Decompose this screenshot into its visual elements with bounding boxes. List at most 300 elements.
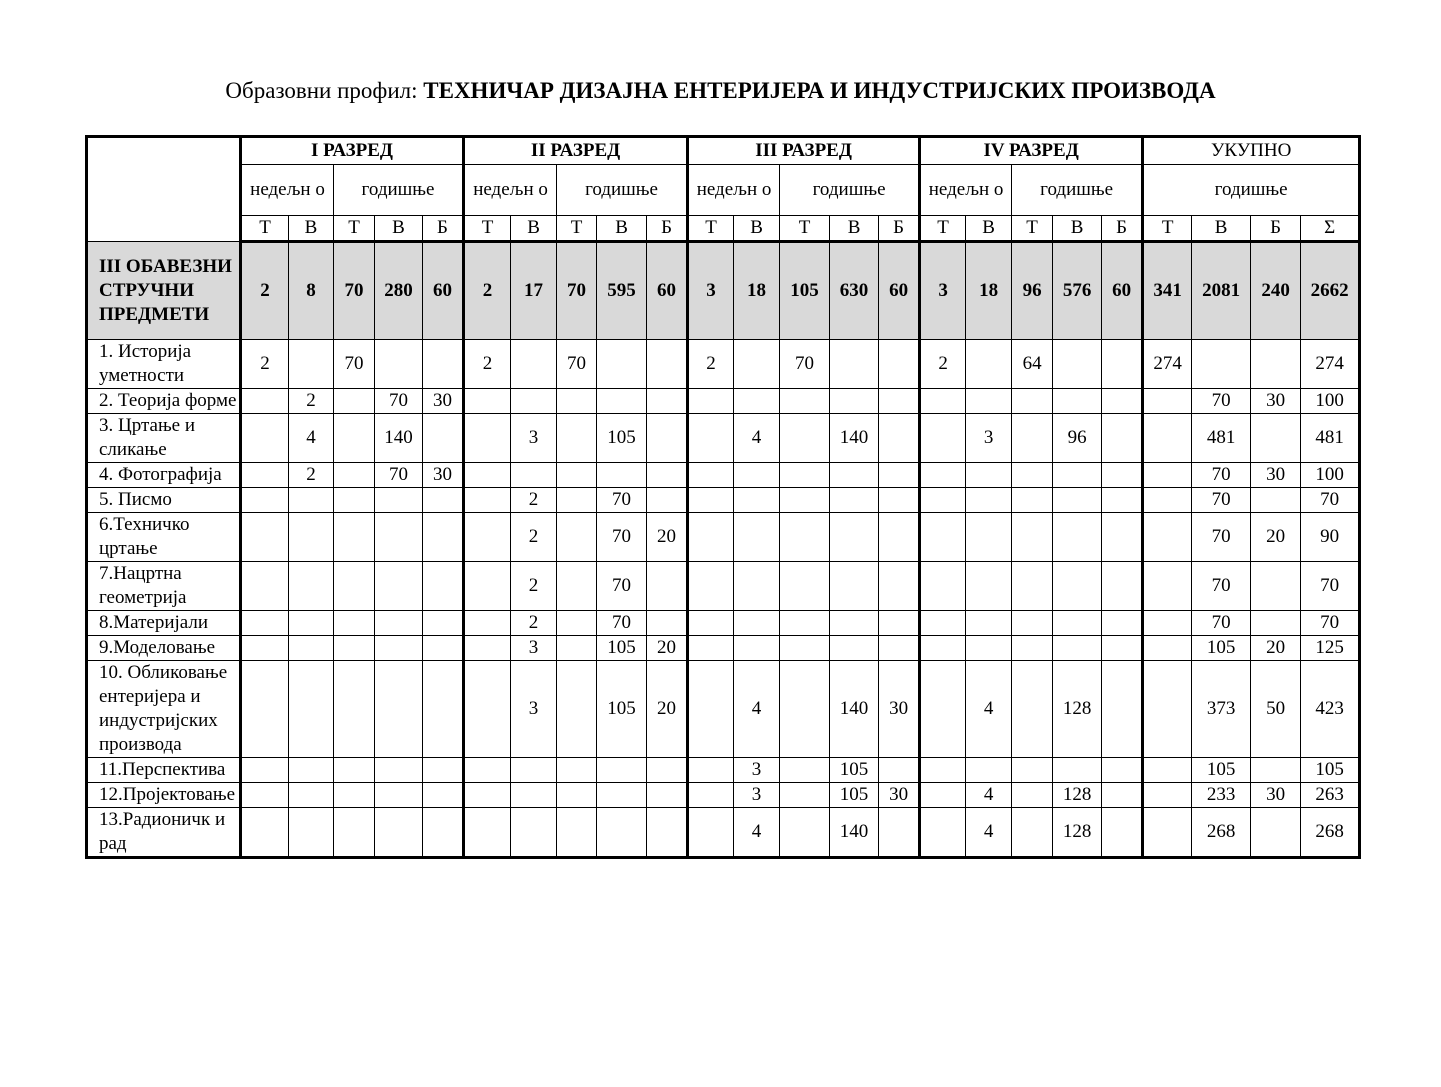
value-cell: 105 bbox=[597, 636, 647, 661]
value-cell bbox=[334, 488, 375, 513]
value-cell bbox=[1012, 636, 1053, 661]
value-cell bbox=[830, 340, 879, 389]
value-cell bbox=[511, 808, 557, 858]
value-cell bbox=[647, 463, 688, 488]
value-cell bbox=[966, 389, 1012, 414]
value-cell bbox=[289, 488, 334, 513]
value-cell bbox=[966, 758, 1012, 783]
subject-row bbox=[87, 488, 1360, 513]
subject-label: 1. Историја уметности bbox=[87, 340, 241, 389]
value-cell bbox=[375, 611, 423, 636]
value-cell bbox=[966, 340, 1012, 389]
subject-label: 6.Техничко цртање bbox=[87, 513, 241, 562]
value-cell bbox=[1012, 783, 1053, 808]
value-cell: 140 bbox=[830, 808, 879, 858]
value-cell bbox=[289, 562, 334, 611]
value-cell bbox=[1012, 611, 1053, 636]
subject-row bbox=[87, 562, 1360, 611]
subject-label: 4. Фотографија bbox=[87, 463, 241, 488]
value-cell bbox=[1102, 488, 1143, 513]
value-cell: 30 bbox=[1251, 783, 1301, 808]
value-cell bbox=[557, 636, 597, 661]
value-cell: 30 bbox=[1251, 389, 1301, 414]
value-cell: 2 bbox=[241, 242, 289, 340]
value-cell bbox=[464, 513, 511, 562]
value-cell: 60 bbox=[647, 242, 688, 340]
value-cell bbox=[241, 414, 289, 463]
value-cell bbox=[966, 463, 1012, 488]
value-cell bbox=[464, 562, 511, 611]
value-cell bbox=[289, 636, 334, 661]
value-cell bbox=[780, 463, 830, 488]
grade-1-header: I РАЗРЕД bbox=[241, 137, 464, 165]
value-cell bbox=[780, 389, 830, 414]
value-cell bbox=[1143, 562, 1192, 611]
value-cell bbox=[1251, 488, 1301, 513]
value-cell bbox=[557, 611, 597, 636]
value-cell: 70 bbox=[1192, 463, 1251, 488]
value-cell bbox=[557, 463, 597, 488]
value-cell: 70 bbox=[1301, 611, 1360, 636]
value-cell bbox=[879, 414, 920, 463]
value-cell: 96 bbox=[1012, 242, 1053, 340]
value-cell bbox=[423, 414, 464, 463]
value-cell bbox=[375, 661, 423, 758]
grade-header-row bbox=[87, 137, 1360, 165]
value-cell bbox=[557, 414, 597, 463]
annual-header: годишње bbox=[557, 165, 688, 216]
value-cell bbox=[511, 340, 557, 389]
value-cell bbox=[734, 513, 780, 562]
value-cell: 8 bbox=[289, 242, 334, 340]
value-cell bbox=[1012, 488, 1053, 513]
weekly-header: недељн о bbox=[241, 165, 334, 216]
subject-row bbox=[87, 463, 1360, 488]
value-cell: 70 bbox=[334, 340, 375, 389]
value-cell: 140 bbox=[830, 414, 879, 463]
value-cell: 60 bbox=[879, 242, 920, 340]
value-cell bbox=[1053, 636, 1102, 661]
value-cell: 2 bbox=[688, 340, 734, 389]
period-header-row bbox=[87, 165, 1360, 216]
value-cell: 70 bbox=[375, 389, 423, 414]
value-cell bbox=[241, 389, 289, 414]
type-header-cell: В bbox=[966, 216, 1012, 242]
value-cell bbox=[597, 808, 647, 858]
value-cell: 3 bbox=[511, 661, 557, 758]
value-cell bbox=[1143, 636, 1192, 661]
value-cell: 30 bbox=[879, 783, 920, 808]
value-cell: 481 bbox=[1192, 414, 1251, 463]
value-cell: 70 bbox=[557, 242, 597, 340]
type-header-cell: Т bbox=[464, 216, 511, 242]
value-cell bbox=[920, 783, 966, 808]
value-cell: 100 bbox=[1301, 389, 1360, 414]
value-cell bbox=[1143, 389, 1192, 414]
value-cell bbox=[241, 488, 289, 513]
value-cell bbox=[464, 389, 511, 414]
type-header-cell: В bbox=[830, 216, 879, 242]
value-cell bbox=[1102, 513, 1143, 562]
value-cell bbox=[375, 808, 423, 858]
value-cell: 105 bbox=[780, 242, 830, 340]
value-cell bbox=[375, 636, 423, 661]
subject-row bbox=[87, 340, 1360, 389]
value-cell bbox=[423, 661, 464, 758]
subject-label: 13.Радионичк и рад bbox=[87, 808, 241, 858]
value-cell bbox=[920, 758, 966, 783]
value-cell bbox=[241, 758, 289, 783]
value-cell bbox=[920, 611, 966, 636]
type-header-row bbox=[87, 216, 1360, 242]
value-cell: 70 bbox=[1192, 488, 1251, 513]
value-cell bbox=[647, 488, 688, 513]
value-cell bbox=[423, 758, 464, 783]
value-cell bbox=[334, 562, 375, 611]
value-cell: 4 bbox=[966, 808, 1012, 858]
value-cell bbox=[1143, 758, 1192, 783]
value-cell bbox=[966, 488, 1012, 513]
value-cell bbox=[241, 808, 289, 858]
value-cell bbox=[375, 562, 423, 611]
value-cell: 70 bbox=[1192, 611, 1251, 636]
subject-label: 12.Пројектовање bbox=[87, 783, 241, 808]
value-cell: 125 bbox=[1301, 636, 1360, 661]
value-cell: 70 bbox=[1301, 562, 1360, 611]
value-cell bbox=[464, 611, 511, 636]
curriculum-table bbox=[85, 135, 1361, 859]
value-cell bbox=[1192, 340, 1251, 389]
value-cell bbox=[647, 783, 688, 808]
subject-row bbox=[87, 513, 1360, 562]
value-cell bbox=[464, 758, 511, 783]
value-cell bbox=[423, 636, 464, 661]
value-cell bbox=[423, 488, 464, 513]
value-cell bbox=[375, 488, 423, 513]
value-cell bbox=[1251, 611, 1301, 636]
value-cell: 96 bbox=[1053, 414, 1102, 463]
type-header-cell: Т bbox=[241, 216, 289, 242]
value-cell bbox=[1012, 808, 1053, 858]
value-cell bbox=[734, 488, 780, 513]
value-cell: 140 bbox=[375, 414, 423, 463]
subject-label: 7.Нацртна геометрија bbox=[87, 562, 241, 611]
value-cell: 70 bbox=[1192, 389, 1251, 414]
value-cell bbox=[688, 488, 734, 513]
value-cell: 17 bbox=[511, 242, 557, 340]
value-cell bbox=[511, 389, 557, 414]
value-cell bbox=[780, 513, 830, 562]
value-cell: 341 bbox=[1143, 242, 1192, 340]
value-cell: 105 bbox=[830, 783, 879, 808]
subject-label: 9.Моделовање bbox=[87, 636, 241, 661]
value-cell: 2 bbox=[511, 488, 557, 513]
value-cell bbox=[688, 758, 734, 783]
value-cell: 30 bbox=[879, 661, 920, 758]
value-cell bbox=[1143, 783, 1192, 808]
subject-label: 11.Перспектива bbox=[87, 758, 241, 783]
value-cell: 2 bbox=[464, 340, 511, 389]
value-cell bbox=[464, 808, 511, 858]
value-cell bbox=[920, 661, 966, 758]
value-cell bbox=[1012, 562, 1053, 611]
value-cell bbox=[597, 783, 647, 808]
value-cell bbox=[1012, 463, 1053, 488]
value-cell: 18 bbox=[966, 242, 1012, 340]
value-cell bbox=[334, 463, 375, 488]
value-cell: 70 bbox=[780, 340, 830, 389]
value-cell bbox=[334, 636, 375, 661]
value-cell: 128 bbox=[1053, 661, 1102, 758]
value-cell bbox=[1251, 414, 1301, 463]
value-cell bbox=[830, 513, 879, 562]
grade-2-header: II РАЗРЕД bbox=[464, 137, 688, 165]
value-cell: 105 bbox=[597, 661, 647, 758]
grade-3-header: III РАЗРЕД bbox=[688, 137, 920, 165]
value-cell bbox=[1053, 611, 1102, 636]
value-cell bbox=[289, 808, 334, 858]
value-cell bbox=[1053, 463, 1102, 488]
value-cell bbox=[241, 562, 289, 611]
value-cell bbox=[423, 611, 464, 636]
value-cell: 2 bbox=[511, 562, 557, 611]
value-cell bbox=[879, 758, 920, 783]
value-cell: 630 bbox=[830, 242, 879, 340]
type-header-cell: В bbox=[1192, 216, 1251, 242]
value-cell bbox=[780, 783, 830, 808]
value-cell: 268 bbox=[1301, 808, 1360, 858]
value-cell bbox=[289, 513, 334, 562]
value-cell bbox=[920, 513, 966, 562]
value-cell: 2 bbox=[511, 513, 557, 562]
subject-row bbox=[87, 661, 1360, 758]
value-cell: 3 bbox=[511, 636, 557, 661]
value-cell: 105 bbox=[597, 414, 647, 463]
value-cell bbox=[1053, 389, 1102, 414]
subject-label: 2. Теорија форме bbox=[87, 389, 241, 414]
value-cell: 4 bbox=[734, 808, 780, 858]
value-cell bbox=[1102, 389, 1143, 414]
type-header-cell: В bbox=[597, 216, 647, 242]
value-cell: 240 bbox=[1251, 242, 1301, 340]
value-cell bbox=[557, 562, 597, 611]
value-cell bbox=[780, 636, 830, 661]
type-header-cell: Б bbox=[879, 216, 920, 242]
value-cell bbox=[780, 414, 830, 463]
value-cell bbox=[464, 488, 511, 513]
value-cell bbox=[734, 562, 780, 611]
type-header-cell: Т bbox=[1143, 216, 1192, 242]
value-cell: 70 bbox=[375, 463, 423, 488]
value-cell: 20 bbox=[1251, 513, 1301, 562]
value-cell bbox=[830, 463, 879, 488]
value-cell bbox=[289, 340, 334, 389]
subject-label: 3. Цртање и сликање bbox=[87, 414, 241, 463]
value-cell: 70 bbox=[557, 340, 597, 389]
corner-cell bbox=[87, 137, 241, 242]
subject-row bbox=[87, 636, 1360, 661]
type-header-cell: Б bbox=[1102, 216, 1143, 242]
value-cell: 233 bbox=[1192, 783, 1251, 808]
value-cell bbox=[1143, 414, 1192, 463]
value-cell: 64 bbox=[1012, 340, 1053, 389]
value-cell: 423 bbox=[1301, 661, 1360, 758]
value-cell bbox=[920, 636, 966, 661]
subject-label: III ОБАВЕЗНИ СТРУЧНИ ПРЕДМЕТИ bbox=[87, 242, 241, 340]
value-cell bbox=[688, 414, 734, 463]
value-cell bbox=[966, 611, 1012, 636]
value-cell bbox=[375, 758, 423, 783]
value-cell bbox=[1143, 661, 1192, 758]
value-cell bbox=[289, 611, 334, 636]
type-header-cell: Т bbox=[557, 216, 597, 242]
value-cell: 20 bbox=[647, 636, 688, 661]
value-cell bbox=[780, 758, 830, 783]
value-cell: 2 bbox=[289, 389, 334, 414]
value-cell: 20 bbox=[647, 661, 688, 758]
value-cell bbox=[966, 513, 1012, 562]
subject-label: 10. Обликовање ентеријера и индустријских производа bbox=[87, 661, 241, 758]
type-header-cell: В bbox=[289, 216, 334, 242]
value-cell bbox=[830, 389, 879, 414]
value-cell bbox=[1102, 783, 1143, 808]
value-cell: 70 bbox=[597, 611, 647, 636]
value-cell bbox=[557, 661, 597, 758]
value-cell bbox=[1102, 636, 1143, 661]
value-cell bbox=[647, 389, 688, 414]
value-cell: 20 bbox=[647, 513, 688, 562]
value-cell bbox=[688, 463, 734, 488]
value-cell bbox=[1143, 488, 1192, 513]
value-cell bbox=[879, 513, 920, 562]
value-cell: 3 bbox=[734, 783, 780, 808]
value-cell bbox=[1251, 758, 1301, 783]
value-cell: 90 bbox=[1301, 513, 1360, 562]
value-cell bbox=[920, 389, 966, 414]
value-cell bbox=[1053, 513, 1102, 562]
value-cell bbox=[780, 661, 830, 758]
type-header-cell: В bbox=[511, 216, 557, 242]
value-cell bbox=[289, 758, 334, 783]
value-cell bbox=[920, 562, 966, 611]
value-cell bbox=[557, 389, 597, 414]
title-prefix: Образовни профил: bbox=[225, 78, 424, 103]
value-cell: 481 bbox=[1301, 414, 1360, 463]
type-header-cell: В bbox=[734, 216, 780, 242]
value-cell: 4 bbox=[734, 661, 780, 758]
value-cell: 70 bbox=[597, 562, 647, 611]
type-header-cell: Т bbox=[688, 216, 734, 242]
value-cell bbox=[1012, 414, 1053, 463]
value-cell bbox=[879, 562, 920, 611]
value-cell: 2 bbox=[920, 340, 966, 389]
value-cell bbox=[1102, 758, 1143, 783]
value-cell bbox=[334, 808, 375, 858]
value-cell: 60 bbox=[1102, 242, 1143, 340]
value-cell bbox=[241, 661, 289, 758]
value-cell bbox=[375, 513, 423, 562]
value-cell: 3 bbox=[511, 414, 557, 463]
value-cell bbox=[647, 758, 688, 783]
value-cell bbox=[334, 783, 375, 808]
value-cell: 2662 bbox=[1301, 242, 1360, 340]
annual-header: годишње bbox=[1143, 165, 1360, 216]
value-cell bbox=[1012, 661, 1053, 758]
grade-4-header: IV РАЗРЕД bbox=[920, 137, 1143, 165]
annual-header: годишње bbox=[1012, 165, 1143, 216]
value-cell bbox=[780, 611, 830, 636]
value-cell bbox=[557, 758, 597, 783]
value-cell bbox=[920, 463, 966, 488]
subject-row bbox=[87, 758, 1360, 783]
value-cell bbox=[423, 808, 464, 858]
value-cell: 4 bbox=[966, 661, 1012, 758]
value-cell bbox=[688, 562, 734, 611]
type-header-cell: Б bbox=[647, 216, 688, 242]
value-cell bbox=[647, 611, 688, 636]
value-cell bbox=[1251, 340, 1301, 389]
value-cell bbox=[1012, 389, 1053, 414]
value-cell bbox=[423, 513, 464, 562]
value-cell bbox=[879, 488, 920, 513]
value-cell bbox=[780, 808, 830, 858]
value-cell bbox=[1143, 808, 1192, 858]
value-cell bbox=[879, 389, 920, 414]
weekly-header: недељн о bbox=[688, 165, 780, 216]
value-cell bbox=[688, 513, 734, 562]
value-cell: 3 bbox=[734, 758, 780, 783]
subject-row bbox=[87, 808, 1360, 858]
value-cell bbox=[879, 808, 920, 858]
value-cell: 18 bbox=[734, 242, 780, 340]
value-cell: 128 bbox=[1053, 808, 1102, 858]
value-cell bbox=[1143, 463, 1192, 488]
value-cell bbox=[597, 758, 647, 783]
value-cell: 70 bbox=[597, 513, 647, 562]
value-cell: 105 bbox=[830, 758, 879, 783]
value-cell: 30 bbox=[1251, 463, 1301, 488]
value-cell: 70 bbox=[597, 488, 647, 513]
value-cell bbox=[647, 562, 688, 611]
category-row bbox=[87, 242, 1360, 340]
value-cell bbox=[1053, 758, 1102, 783]
value-cell bbox=[688, 636, 734, 661]
value-cell bbox=[920, 414, 966, 463]
value-cell bbox=[334, 513, 375, 562]
value-cell bbox=[464, 414, 511, 463]
value-cell: 2081 bbox=[1192, 242, 1251, 340]
value-cell bbox=[920, 808, 966, 858]
value-cell bbox=[423, 340, 464, 389]
value-cell: 105 bbox=[1192, 636, 1251, 661]
value-cell bbox=[879, 611, 920, 636]
type-header-cell: Б bbox=[423, 216, 464, 242]
annual-header: годишње bbox=[780, 165, 920, 216]
value-cell bbox=[597, 463, 647, 488]
type-header-cell: Т bbox=[1012, 216, 1053, 242]
value-cell bbox=[557, 783, 597, 808]
value-cell bbox=[780, 488, 830, 513]
value-cell bbox=[780, 562, 830, 611]
value-cell bbox=[1053, 340, 1102, 389]
value-cell: 105 bbox=[1192, 758, 1251, 783]
value-cell: 140 bbox=[830, 661, 879, 758]
weekly-header: недељн о bbox=[920, 165, 1012, 216]
value-cell bbox=[1053, 562, 1102, 611]
value-cell: 2 bbox=[241, 340, 289, 389]
value-cell bbox=[464, 783, 511, 808]
value-cell bbox=[966, 562, 1012, 611]
